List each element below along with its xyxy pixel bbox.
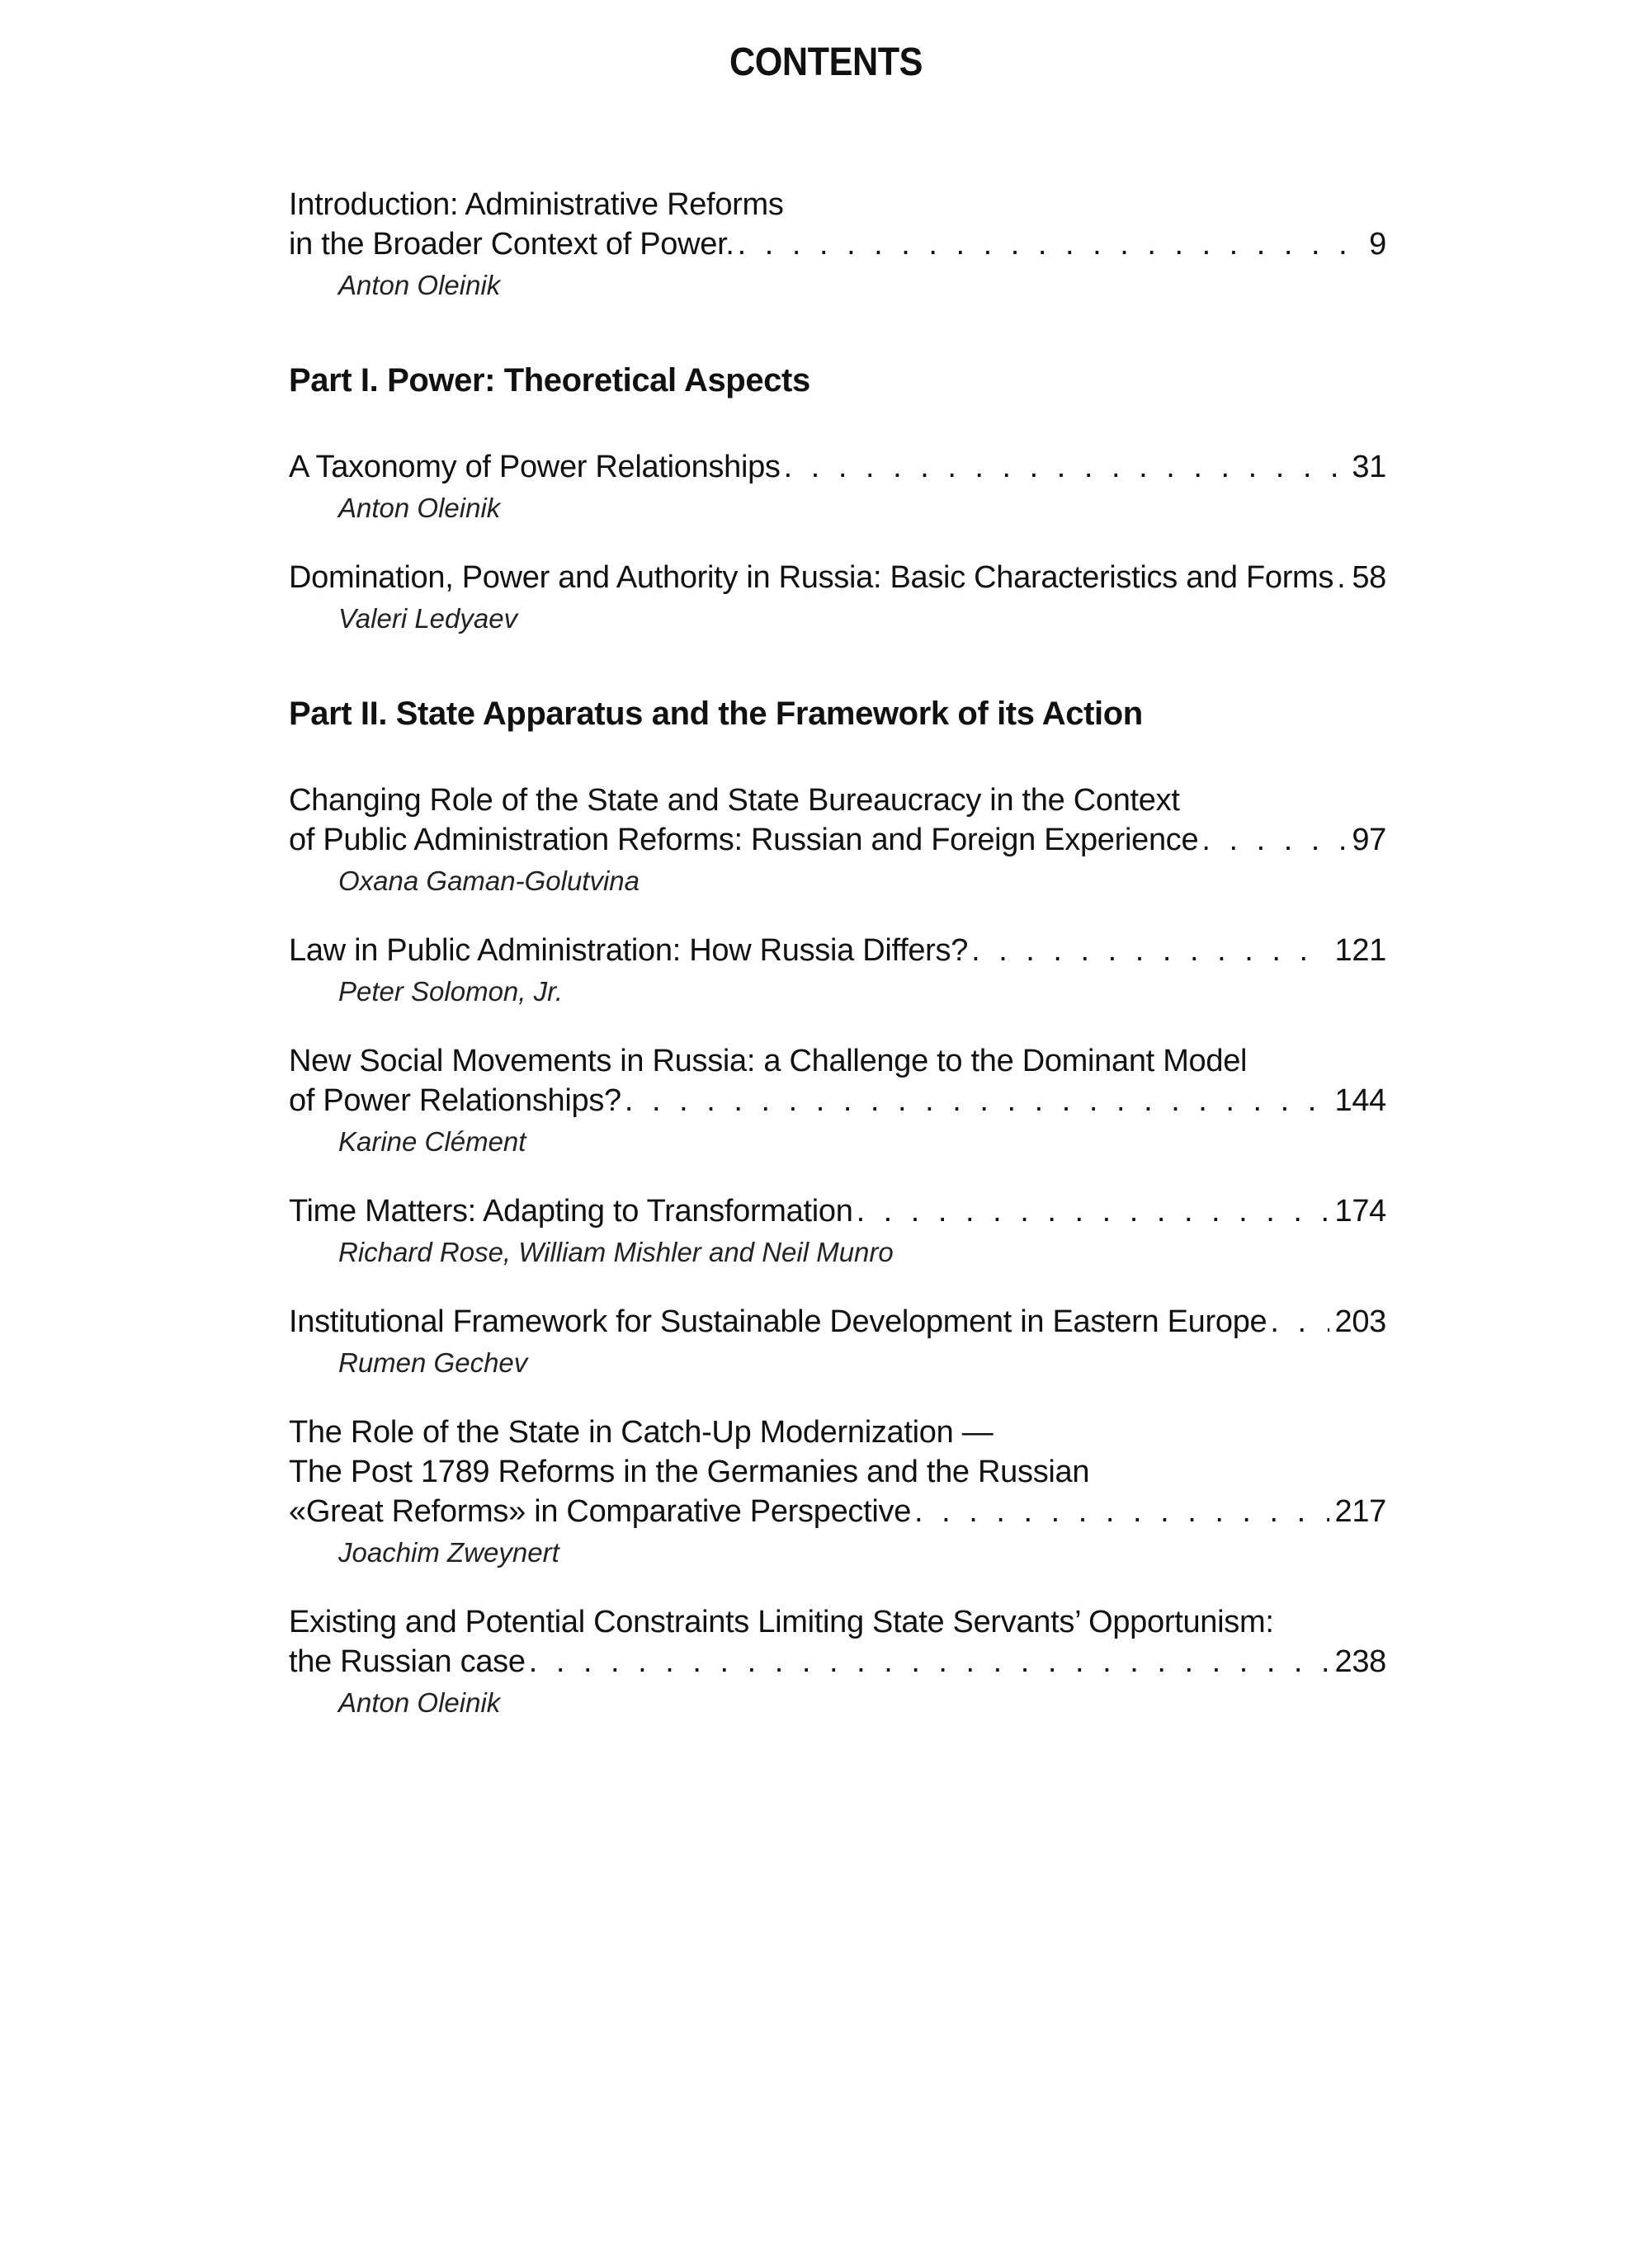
toc-entry-title-line: of Power Relationships? . . . 144 [289, 1081, 1386, 1120]
toc-entry-title-line: A Taxonomy of Power Relationships . . . 31 [289, 447, 1386, 487]
page-number: 31 [1352, 450, 1386, 484]
toc-entry-title-line: The Role of the State in Catch-Up Modernization — [289, 1415, 994, 1450]
toc-entry-author: Peter Solomon, Jr. [338, 976, 564, 1007]
toc-entry [289, 1602, 1386, 1721]
dot-leader [971, 931, 1329, 970]
toc-entry [289, 781, 1386, 899]
part-heading: Part II. State Apparatus and the Framework of its Action [289, 696, 1143, 732]
toc-entry-title-line: in the Broader Context of Power. . . . 9 [289, 224, 1386, 264]
page-title: CONTENTS [729, 40, 923, 84]
toc-entry [289, 1041, 1386, 1160]
page-number: 217 [1334, 1494, 1386, 1529]
dot-leader [1337, 558, 1347, 597]
toc-entry-author: Valeri Ledyaev [338, 603, 518, 634]
toc-entry-title-line: Changing Role of the State and State Bureaucracy in the Context [289, 783, 1180, 818]
toc-entry-title-line: Time Matters: Adapting to Transformation . . . 174 [289, 1191, 1386, 1231]
page-number: 58 [1352, 560, 1386, 595]
dot-leader [625, 1081, 1330, 1120]
toc-entry-author: Anton Oleinik [338, 493, 501, 523]
toc-entry-author: Joachim Zweynert [338, 1537, 559, 1568]
toc-entry-title-line: of Public Administration Reforms: Russian and Foreign Experience . . . 97 [289, 820, 1386, 860]
toc-entry-author: Rumen Gechev [338, 1347, 528, 1378]
toc-entry-author: Anton Oleinik [338, 1687, 501, 1718]
toc-entry-title-line: «Great Reforms» in Comparative Perspective . . . 217 [289, 1492, 1386, 1531]
page-number: 97 [1352, 823, 1386, 857]
toc-entry [289, 447, 1386, 526]
toc-entry [289, 1191, 1386, 1271]
dot-leader [914, 1492, 1329, 1531]
toc-entry-title-line: Domination, Power and Authority in Russia: Basic Characteristics and Forms . . . 58 [289, 558, 1386, 597]
toc-entry-author: Oxana Gaman-Golutvina [338, 866, 640, 896]
dot-leader [857, 1191, 1330, 1231]
dot-leader [738, 224, 1365, 264]
page-number: 9 [1369, 227, 1386, 262]
page-number: 144 [1334, 1083, 1386, 1118]
page-number: 121 [1334, 933, 1386, 968]
toc-entry-introduction [289, 185, 1386, 304]
toc-entry-title-line: Law in Public Administration: How Russia Differs? . . . 121 [289, 931, 1386, 970]
toc-entry [289, 1302, 1386, 1381]
page-number: 174 [1334, 1194, 1386, 1229]
toc-entry [289, 558, 1386, 637]
dot-leader [1270, 1302, 1329, 1342]
toc-entry-author: Karine Clément [338, 1126, 526, 1157]
toc-entry-author: Richard Rose, William Mishler and Neil Munro [338, 1237, 894, 1267]
toc-entry-title-line: Introduction: Administrative Reforms [289, 187, 784, 222]
toc-entry-title-line: the Russian case . . . 238 [289, 1642, 1386, 1681]
dot-leader [1201, 820, 1347, 860]
toc-entry [289, 931, 1386, 1010]
dot-leader [784, 447, 1348, 487]
part-heading: Part I. Power: Theoretical Aspects [289, 362, 810, 399]
table-of-contents [289, 185, 1386, 1721]
toc-entry-title-line: Existing and Potential Constraints Limiting State Servants’ Opportunism: [289, 1605, 1274, 1639]
toc-entry-title-line: Institutional Framework for Sustainable Development in Eastern Europe . . . 203 [289, 1302, 1386, 1342]
page-number: 238 [1334, 1644, 1386, 1679]
dot-leader [529, 1642, 1330, 1681]
toc-entry-title-line: The Post 1789 Reforms in the Germanies and the Russian [289, 1455, 1090, 1489]
toc-entry-title-line: New Social Movements in Russia: a Challenge to the Dominant Model [289, 1044, 1248, 1078]
page-number: 203 [1334, 1304, 1386, 1339]
toc-entry-author: Anton Oleinik [338, 270, 501, 300]
toc-entry [289, 1413, 1386, 1571]
